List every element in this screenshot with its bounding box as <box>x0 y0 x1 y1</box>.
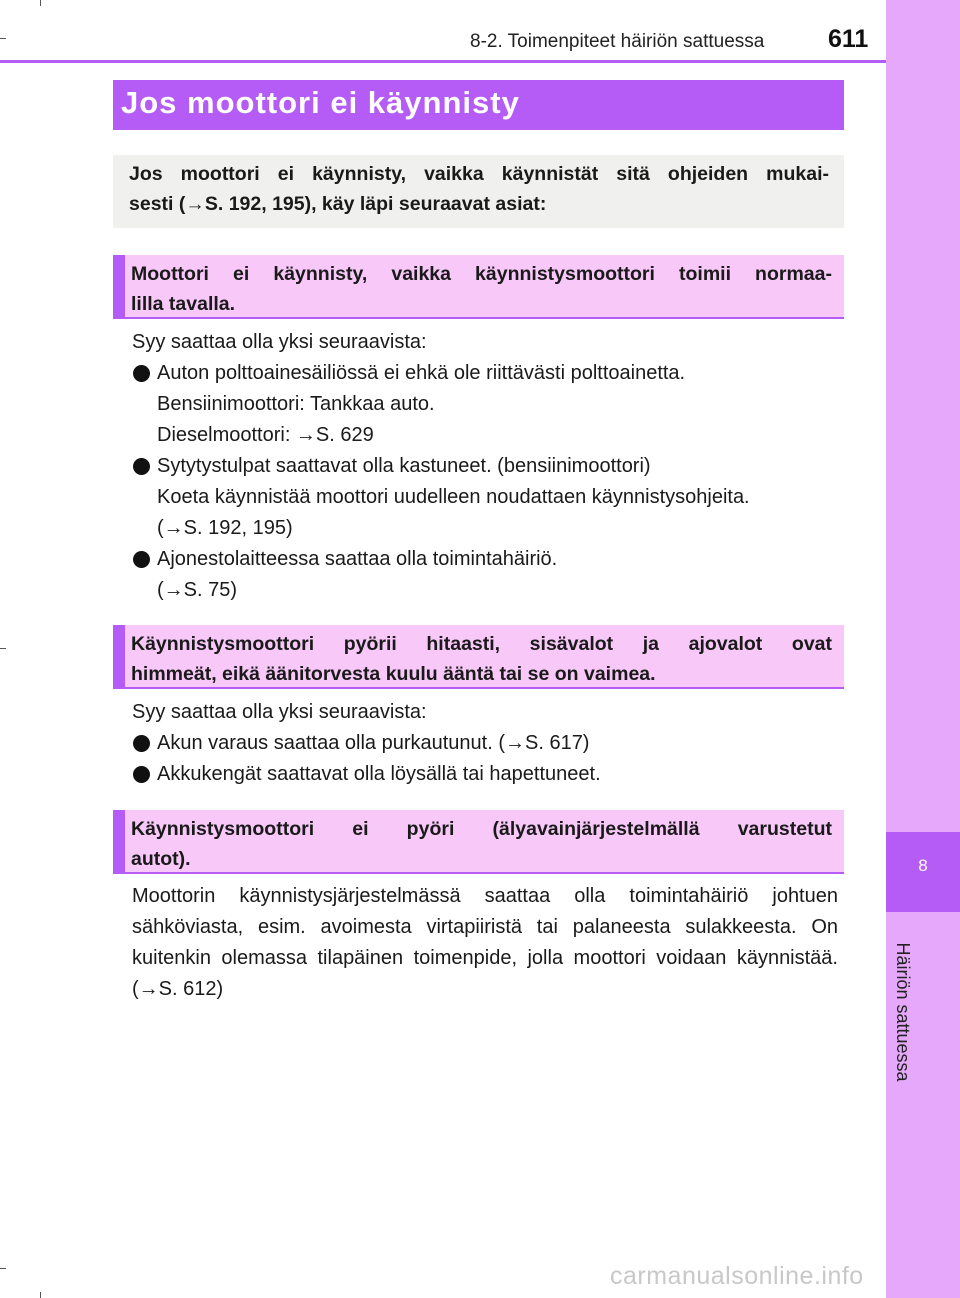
list-item-line: (→S. 192, 195) <box>157 517 293 539</box>
page-number: 611 <box>828 25 869 53</box>
list-item <box>132 759 838 790</box>
heading-line: Käynnistysmoottori pyörii hitaasti, sisävalot ja ajovalot ovat <box>131 633 832 655</box>
heading-line: himmeät, eikä äänitorvesta kuulu ääntä tai se on vaimea. <box>131 663 656 685</box>
list-item-line: Bensiinimoottori: Tankkaa auto. <box>157 393 435 415</box>
list-item <box>132 358 838 451</box>
section-body <box>132 327 838 606</box>
heading-line: autot). <box>131 848 191 870</box>
trim-mark <box>40 1292 41 1298</box>
list-item-line: Ajonestolaitteessa saattaa olla toimintahäiriö. <box>157 548 558 570</box>
list-item-line: Koeta käynnistää moottori uudelleen noudattaen käynnistysohjeita. <box>157 486 750 508</box>
trim-mark <box>0 38 6 39</box>
watermark: carmanualsonline.info <box>610 1262 864 1290</box>
list-item-line: Dieselmoottori: →S. 629 <box>157 424 374 446</box>
section-heading-text <box>131 629 832 689</box>
list-item <box>132 728 838 759</box>
section-heading <box>113 255 844 319</box>
list-item <box>132 451 838 544</box>
section-body <box>132 697 838 790</box>
trim-mark <box>0 1268 6 1269</box>
lead-text: Syy saattaa olla yksi seuraavista: <box>132 701 427 723</box>
intro-box <box>113 155 844 228</box>
list-item <box>132 544 838 606</box>
heading-line: lilla tavalla. <box>131 293 236 315</box>
heading-line: Käynnistysmoottori ei pyöri (älyavainjärjestelmällä varustetut <box>131 818 832 840</box>
list-item-line: Akkukengät saattavat olla löysällä tai hapettuneet. <box>157 763 601 785</box>
heading-accent-bar <box>113 625 125 689</box>
trim-mark <box>40 0 41 6</box>
header-section-title: 8-2. Toimenpiteet häiriön sattuessa <box>470 31 765 52</box>
chapter-number: 8 <box>918 856 928 875</box>
intro-line: Jos moottori ei käynnisty, vaikka käynnistät sitä ohjeiden mukai- <box>129 163 829 185</box>
trim-mark <box>0 648 6 649</box>
page-title: Jos moottori ei käynnisty <box>121 85 520 120</box>
list-item-line: (→S. 75) <box>157 579 238 601</box>
paragraph: Moottorin käynnistysjärjestelmässä saattaa olla toimintahäiriö johtuen sähköviasta, esim. avoimesta virtapiiristä tai palaneesta sulakkeesta. On kuitenkin olemassa tilapäinen toimenpide, jolla moottori voidaan käynnistää. (→S. 612) <box>132 885 838 1000</box>
chapter-label: Häiriön sattuessa <box>893 942 913 1082</box>
heading-accent-bar <box>113 810 125 874</box>
lead-text: Syy saattaa olla yksi seuraavista: <box>132 331 427 353</box>
intro-line: sesti (→S. 192, 195), käy läpi seuraavat asiat: <box>129 193 547 215</box>
chapter-side-tab <box>886 0 960 1298</box>
intro-text <box>129 159 829 219</box>
list-item-line: Akun varaus saattaa olla purkautunut. (→S. 617) <box>157 732 590 754</box>
heading-line: Moottori ei käynnisty, vaikka käynnistysmoottori toimii normaa- <box>131 263 832 285</box>
header-rule <box>0 60 886 63</box>
list-item-line: Sytytystulpat saattavat olla kastuneet. (bensiinimoottori) <box>157 455 651 477</box>
list-item-line: Auton polttoainesäiliössä ei ehkä ole riittävästi polttoainetta. <box>157 362 686 384</box>
section-body <box>132 881 838 1005</box>
section-heading-text <box>131 814 832 874</box>
heading-accent-bar <box>113 255 125 319</box>
chapter-number-box <box>886 832 960 912</box>
section-heading <box>113 625 844 689</box>
section-heading <box>113 810 844 874</box>
section-heading-text <box>131 259 832 319</box>
section-title-bar <box>113 80 844 130</box>
